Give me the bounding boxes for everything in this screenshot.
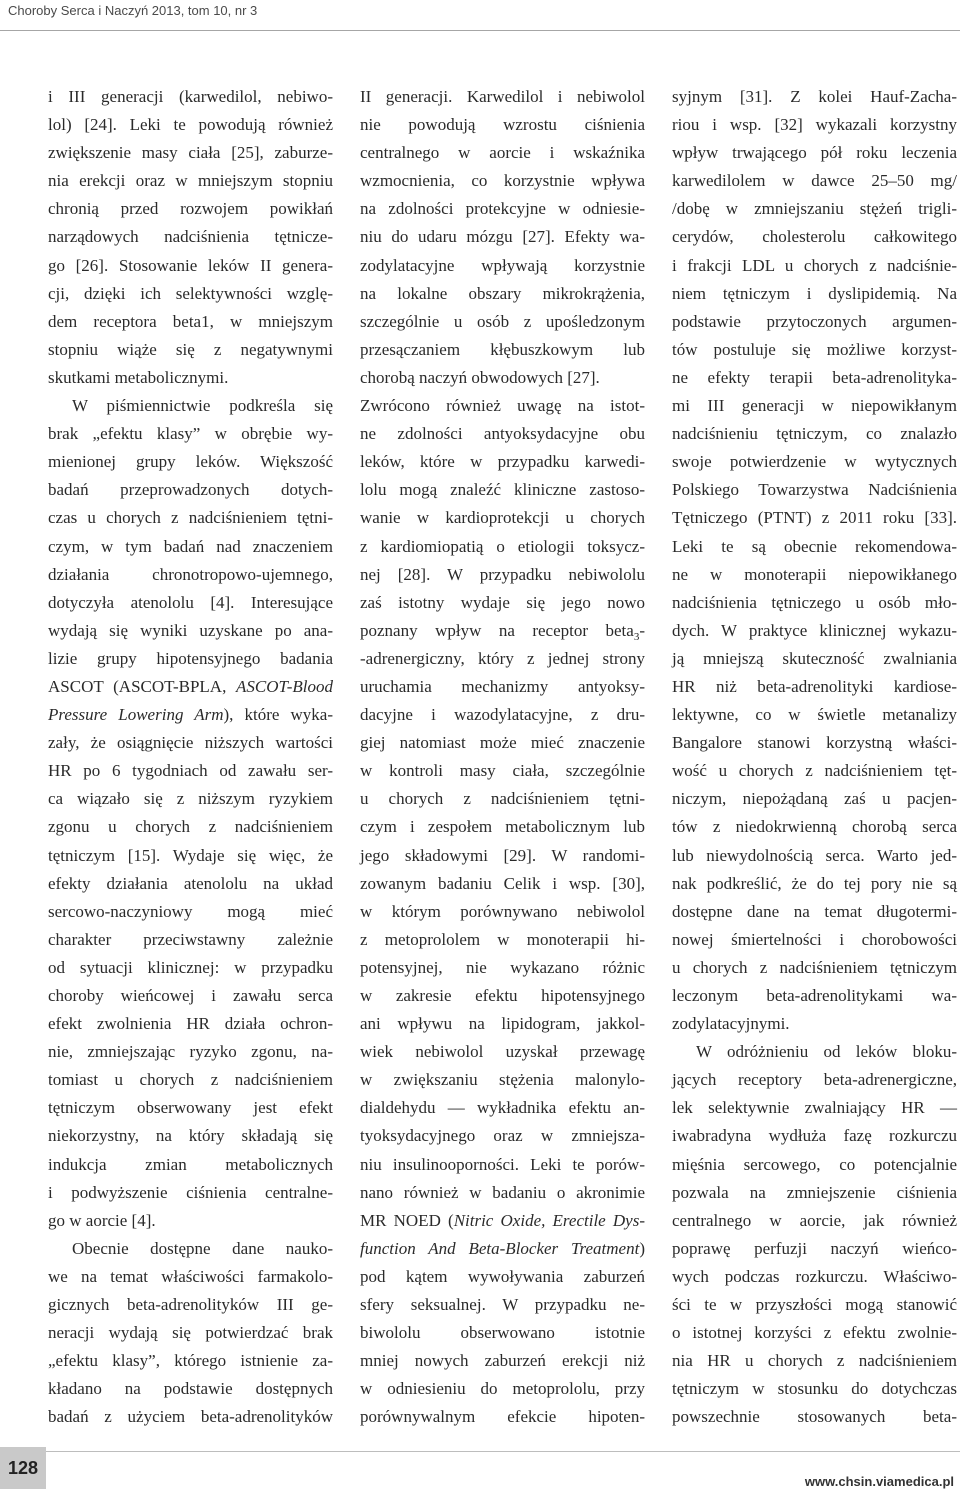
text-line: sfery seksualnej. W przypadku ne-	[360, 1295, 645, 1315]
text-line: swoje potwierdzenie w wytycznych	[672, 452, 957, 472]
text-line: HR niż beta-adrenolityki kardiose-	[672, 676, 957, 696]
text-line: podstawie przytoczonych argumen-	[672, 311, 957, 331]
text-line: Zwrócono również uwagę na istot-	[360, 396, 645, 416]
text-column-left	[48, 83, 333, 1432]
text-line: niem tętniczym i dyslipidemią. Na	[672, 283, 957, 303]
text-line: efekt zwolnienia HR działa ochron-	[48, 1014, 333, 1034]
text-line	[360, 617, 645, 645]
text-line: pozwala na zmniejszenie ciśnienia	[672, 1182, 957, 1202]
page-number-box	[0, 1447, 46, 1489]
text-line: nadciśnienia tętniczego u osób mło-	[672, 592, 957, 612]
text-line: lub niewydolnością serca. Warto jed-	[672, 845, 957, 865]
subscript-text: 3	[633, 630, 640, 643]
text-line: syjnym [31]. Z kolei Hauf-Zacha-	[672, 87, 957, 106]
text-line: we na temat właściwości farmakolo-	[48, 1266, 333, 1286]
page-number: 128	[7, 1458, 39, 1478]
text-line: nowej śmiertelności i chorobowości	[672, 929, 957, 949]
text-line: skutkami metabolicznymi.	[48, 367, 229, 387]
text-line: w odniesieniu do metoprololu, przy	[360, 1379, 645, 1399]
text-line: lol) [24]. Leki te powodują również	[48, 115, 333, 135]
text-line: lizie grupy hipotensyjnego badania	[48, 648, 333, 668]
text-line: wych podczas rozkurczu. Właściwo-	[672, 1266, 957, 1286]
text-line: riou i wsp. [32] wykazali korzystny	[672, 115, 957, 135]
text-line: szczególnie u osób z upośledzonym	[360, 311, 645, 331]
text-line: cerydów, cholesterolu całkowitego	[672, 227, 957, 247]
text-line: dotyczyła atenololu [4]. Interesujące	[48, 592, 333, 612]
text-line: Bangalore stanowi korzystną właści-	[672, 733, 957, 753]
text-line: mniej nowych zaburzeń erekcji niż	[360, 1351, 645, 1371]
text-line: dostępne dane na temat długotermi-	[672, 901, 957, 921]
text-line: efekty działania atenololu na układ	[48, 873, 333, 893]
italic-text: function And Beta-Blocker Treatment	[360, 1238, 640, 1258]
text-line: dacyjne i wazodylatacyjne, z dru-	[360, 705, 645, 725]
text-line: Obecnie dostępne dane nauko-	[72, 1238, 333, 1258]
text-line: w którym porównywano nebiwolol	[360, 901, 645, 921]
text-line: potensyjnej, nie wykazano różnic	[360, 957, 645, 977]
text-line	[48, 701, 333, 729]
text-line: brak „efektu klasy” w obrębie wy-	[48, 424, 333, 444]
text-line: wiek nebiwolol uzyskał przewagę	[360, 1042, 645, 1062]
text-line: wanie w kardioprotekcji u chorych	[360, 508, 645, 528]
text-line: zodylatacyjnymi.	[672, 1014, 790, 1034]
text-line: niu insulinooporności. Leki te porów-	[360, 1154, 645, 1174]
text-line: badań z użyciem beta-adrenolityków	[48, 1407, 333, 1427]
italic-text: Pressure Lowering Arm	[48, 705, 224, 725]
text-line: lektywne, co w świetle metanalizy	[672, 705, 957, 725]
text-line: leczonym beta-adrenolitykami wa-	[672, 986, 957, 1005]
text-line: w zakresie efektu hipotensyjnego	[360, 986, 645, 1005]
italic-text: Nitric Oxide, Erectile Dys-	[453, 1210, 645, 1230]
text-line	[48, 673, 333, 701]
text-line: tętniczym [15]. Wydaje się więc, że	[48, 845, 333, 865]
text-line: -adrenergiczny, który z jednej strony	[360, 648, 645, 668]
text-line: ne zdolności antyoksydacyjne obu	[360, 424, 645, 444]
footer-rule	[46, 1451, 960, 1452]
text-line: centralnego w aorcie, jak również	[672, 1210, 957, 1230]
text-line: dych. W praktyce klinicznej wykazu-	[672, 620, 957, 640]
text-line: w zwiększaniu stężenia malonylo-	[360, 1070, 645, 1090]
text-line: zgonu u chorych z nadciśnieniem	[48, 817, 333, 837]
text-line: go [26]. Stosowanie leków II genera-	[48, 255, 333, 275]
text-line: przesączaniem kłębuszkowym lub	[360, 339, 645, 359]
text-line: uruchamia mechanizmy antyoksy-	[360, 676, 645, 696]
text-column-middle	[360, 83, 645, 1432]
text-line: porównywalnym efekcie hipoten-	[360, 1407, 645, 1427]
text-line: o istotnej korzyści z efektu zwolnie-	[672, 1323, 957, 1343]
text-line: zodylatacyjne wpływają korzystnie	[360, 255, 645, 275]
text-line: ści te w przyszłości mogą stanowić	[672, 1295, 957, 1315]
text-segment: MR NOED (	[360, 1210, 454, 1230]
text-line: z kardiomiopatią o etiologii toksycz-	[360, 536, 645, 556]
text-line: ją mniejszą skuteczność zwalniania	[672, 648, 957, 668]
text-line: wydają się wyniki uzyskane po ana-	[48, 620, 333, 640]
text-line: stopniu wiąże się z negatywnymi	[48, 339, 333, 359]
text-line: nadciśnieniu tętniczym, co znalazło	[672, 424, 957, 444]
text-line: charakter przeciwstawny zależnie	[48, 929, 333, 949]
text-line	[360, 1235, 645, 1263]
text-line: jących receptory beta-adrenergiczne,	[672, 1070, 957, 1090]
text-line: mienionej grupy leków. Większość	[48, 452, 333, 472]
text-line: lek selektywnie zwalniający HR —	[672, 1098, 957, 1118]
text-line: gicznych beta-adrenolityków III ge-	[48, 1295, 333, 1315]
text-line: z metoprololem w monoterapii hi-	[360, 929, 645, 949]
text-line: sercowo-naczyniowy mogą mieć	[48, 901, 333, 921]
text-line: od sytuacji klinicznej: w przypadku	[48, 957, 333, 977]
text-line: czym i zespołem metabolicznym lub	[360, 817, 645, 837]
text-line: nia erekcji oraz w mniejszym stopniu	[48, 171, 333, 191]
text-line: karwedilolem w dawce 25–50 mg/	[672, 171, 957, 191]
text-line: narządowych nadciśnienia tętnicze-	[48, 227, 333, 247]
text-line: W piśmiennictwie podkreśla się	[72, 396, 333, 416]
text-line: zwiększenie masy ciała [25], zaburze-	[48, 143, 333, 163]
text-line: II generacji. Karwedilol i nebiwolol	[360, 87, 645, 106]
text-line: wpływ trwającego pół roku leczenia	[672, 143, 957, 163]
text-line: nie powodują wzrostu ciśnienia	[360, 115, 645, 135]
text-segment: )	[639, 1238, 645, 1258]
text-line: ne w monoterapii niepowikłanego	[672, 564, 957, 584]
text-line: ca wiązało się z niższym ryzykiem	[48, 789, 333, 809]
text-line: nia HR u chorych z nadciśnieniem	[672, 1351, 957, 1371]
text-line: zały, że osiągnięcie niższych wartości	[48, 733, 333, 753]
text-line: czym, w tym badań nad znaczeniem	[48, 536, 333, 556]
text-line: ne efekty terapii beta-adrenolityka-	[672, 367, 957, 387]
text-line: neracji wydają się potwierdzać brak	[48, 1323, 333, 1343]
text-line: pod kątem wywoływania zaburzeń	[360, 1266, 645, 1286]
running-head: Choroby Serca i Naczyń 2013, tom 10, nr 3	[8, 3, 258, 18]
text-column-right	[672, 83, 957, 1432]
header-rule	[0, 30, 960, 31]
text-line: centralnego w aorcie i wskaźnika	[360, 143, 645, 163]
text-line: zowanym badaniu Celik i wsp. [30],	[360, 873, 645, 893]
text-line: poprawę perfuzji naczyń wieńco-	[672, 1238, 957, 1258]
text-line: badań przeprowadzonych dotych-	[48, 480, 333, 500]
text-line: kładano na podstawie dostępnych	[48, 1379, 333, 1399]
text-line: niekorzystny, na który składają się	[48, 1126, 333, 1146]
text-line: nano również w badaniu o akronimie	[360, 1182, 645, 1202]
text-segment: poznany wpływ na receptor beta	[360, 620, 634, 640]
text-line: indukcja zmian metabolicznych	[48, 1154, 333, 1174]
italic-text: ASCOT-Blood	[236, 676, 333, 696]
text-line: jego składowymi [29]. W randomi-	[360, 845, 645, 865]
text-line: wość u chorych z nadciśnieniem tęt-	[672, 761, 957, 781]
text-line: nak podkreślić, że do tej pory nie są	[672, 873, 957, 893]
text-line: dem receptora beta1, w mniejszym	[48, 311, 333, 331]
text-line: dialdehydu — wykładnika efektu an-	[360, 1098, 645, 1118]
text-line: i frakcji LDL u chorych z nadciśnie-	[672, 255, 957, 275]
text-line: zaś istotny wydaje się jego nowo	[360, 592, 645, 612]
text-line: HR po 6 tygodniach od zawału ser-	[48, 761, 333, 781]
text-line: „efektu klasy”, którego istnienie za-	[48, 1351, 333, 1371]
text-line: chorobą naczyń obwodowych [27].	[360, 367, 600, 387]
text-line: choroby wieńcowej i zawału serca	[48, 986, 333, 1005]
text-line: działania chronotropowo-ujemnego,	[48, 564, 333, 584]
text-line: ani wpływu na lipidogram, jakkol-	[360, 1014, 645, 1034]
text-line: mięśnia sercowego, co potencjalnie	[672, 1154, 957, 1174]
text-line: w kontroli masy ciała, szczególnie	[360, 761, 645, 781]
text-line: Leki te są obecnie rekomendowa-	[672, 536, 957, 556]
text-line: wzmocnienia, co korzystnie wpływa	[360, 171, 645, 191]
text-line: u chorych z nadciśnieniem tętni-	[360, 789, 645, 809]
text-line: biwololu obserwowano istotnie	[360, 1323, 645, 1343]
text-line: cji, dzięki ich selektywności wzglę-	[48, 283, 333, 303]
journal-url[interactable]: www.chsin.viamedica.pl	[804, 1474, 954, 1489]
text-line: go w aorcie [4].	[48, 1210, 156, 1230]
text-line: i III generacji (karwedilol, nebiwo-	[48, 87, 333, 106]
text-line: tętniczym w stosunku do dotychczas	[672, 1379, 957, 1399]
text-line: tętniczym obserwowany jest efekt	[48, 1098, 333, 1118]
text-line: Polskiego Towarzystwa Nadciśnienia	[672, 480, 957, 500]
text-line: u chorych z nadciśnieniem tętniczym	[672, 957, 957, 977]
text-line: /dobę w zmniejszaniu stężeń trigli-	[672, 199, 957, 219]
text-line: W odróżnieniu od leków bloku-	[696, 1042, 957, 1062]
text-segment: ), które wyka-	[223, 705, 333, 725]
text-line: czas u chorych z nadciśnieniem tętni-	[48, 508, 333, 528]
text-line: na zdolności protekcyjne w odniesie-	[360, 199, 645, 219]
text-line: lolu mogą znaleźć kliniczne zastoso-	[360, 480, 645, 500]
text-segment: -	[639, 620, 645, 640]
text-line: iwabradyna wydłuża fazę rozkurczu	[672, 1126, 957, 1146]
text-line: niczym, niepożądaną zaś u pacjen-	[672, 789, 957, 809]
text-line: tomiast u chorych z nadciśnieniem	[48, 1070, 333, 1090]
text-line: tów postuluje się możliwe korzyst-	[672, 339, 957, 359]
text-line: chronią przed rozwojem powikłań	[48, 199, 333, 219]
text-line: Tętniczego (PTNT) z 2011 roku [33].	[672, 508, 957, 528]
text-line: tów z niedokrwienną chorobą serca	[672, 817, 957, 837]
text-line	[360, 1207, 645, 1235]
text-line: giej natomiast może mieć znaczenie	[360, 733, 645, 753]
text-line: na lokalne obszary mikrokrążenia,	[360, 283, 645, 303]
text-line: tyoksydacyjnego oraz w zmniejsza-	[360, 1126, 645, 1146]
text-line: powszechnie stosowanych beta-	[672, 1407, 957, 1427]
text-line: leków, które w przypadku karwedi-	[360, 452, 645, 472]
text-line: mi III generacji w niepowikłanym	[672, 396, 957, 416]
text-line: nej [28]. W przypadku nebiwololu	[360, 564, 645, 584]
text-line: nie, zmniejszając ryzyko zgonu, na-	[48, 1042, 333, 1062]
text-line: niu do udaru mózgu [27]. Efekty wa-	[360, 227, 645, 247]
text-line: i podwyższenie ciśnienia centralne-	[48, 1182, 333, 1202]
text-segment: ASCOT (ASCOT-BPLA,	[48, 676, 237, 696]
